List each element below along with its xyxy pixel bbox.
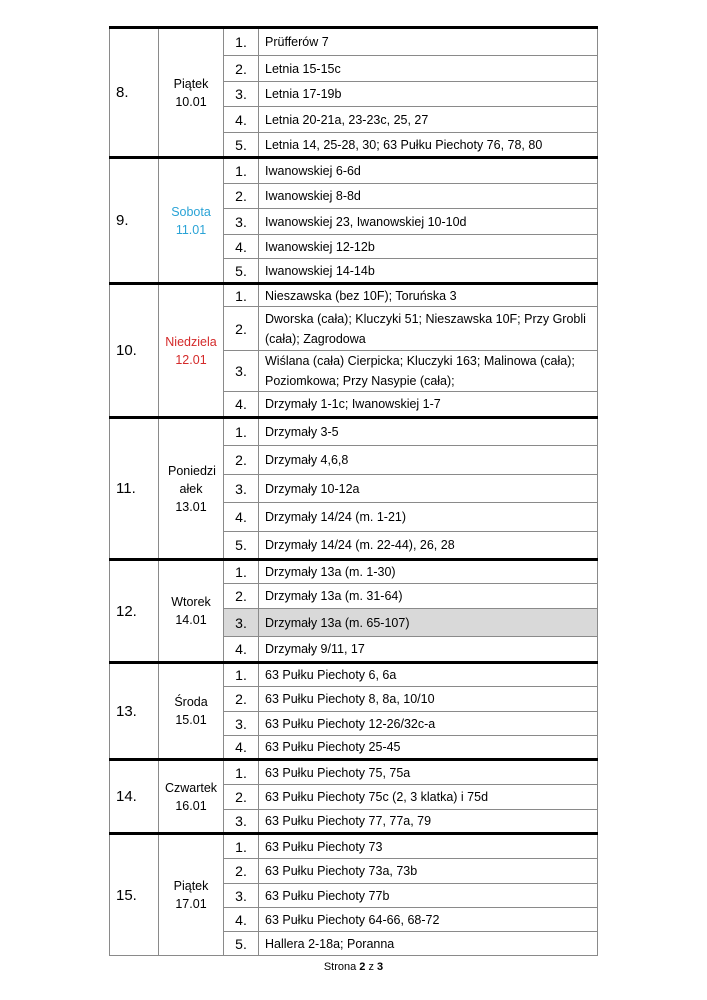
address-cell: 63 Pułku Piechoty 6, 6a	[259, 663, 598, 687]
address-cell: Drzymały 1-1c; Iwanowskiej 1-7	[259, 392, 598, 418]
address-cell: Drzymały 13a (m. 31-64)	[259, 584, 598, 609]
day-date: 11.01	[175, 222, 207, 237]
row-index: 1.	[224, 28, 259, 56]
row-index: 4.	[224, 736, 259, 760]
table-row	[110, 28, 598, 56]
address-cell: 63 Pułku Piechoty 77, 77a, 79	[259, 810, 598, 834]
row-index: 3.	[224, 82, 259, 107]
footer-page-number: 2	[359, 961, 366, 973]
address-cell: 63 Pułku Piechoty 75, 75a	[259, 760, 598, 785]
day-number: 9.	[110, 158, 159, 284]
day-date: 10.01	[175, 94, 207, 109]
address-cell: Drzymały 14/24 (m. 22-44), 26, 28	[259, 532, 598, 560]
row-index: 2.	[224, 446, 259, 475]
row-index: 5.	[224, 532, 259, 560]
day-label	[159, 663, 224, 760]
address-cell: Drzymały 13a (m. 1-30)	[259, 560, 598, 584]
day-number: 8.	[110, 28, 159, 158]
day-date: 12.01	[175, 352, 207, 367]
row-index: 4.	[224, 637, 259, 663]
address-cell: 63 Pułku Piechoty 64-66, 68-72	[259, 908, 598, 932]
address-cell: Prüfferów 7	[259, 28, 598, 56]
day-date: 16.01	[175, 798, 207, 813]
address-cell: Letnia 20-21a, 23-23c, 25, 27	[259, 107, 598, 133]
row-index: 1.	[224, 560, 259, 584]
row-index: 3.	[224, 810, 259, 834]
table-row	[110, 760, 598, 785]
row-index: 3.	[224, 351, 259, 392]
day-name: Sobota	[171, 204, 211, 219]
day-number: 11.	[110, 418, 159, 560]
day-date: 17.01	[175, 897, 207, 911]
day-name: Piątek	[173, 76, 209, 91]
footer-prefix: Strona	[323, 961, 357, 973]
row-index: 4.	[224, 392, 259, 418]
day-date: 13.01	[175, 499, 207, 514]
address-cell: 63 Pułku Piechoty 77b	[259, 884, 598, 908]
schedule-table	[109, 26, 598, 956]
row-index: 4.	[224, 107, 259, 133]
day-number: 13.	[110, 663, 159, 760]
day-label	[159, 560, 224, 663]
row-index: 2.	[224, 184, 259, 209]
day-name: Czwartek	[164, 780, 218, 795]
day-label	[159, 760, 224, 834]
day-number: 12.	[110, 560, 159, 663]
row-index: 2.	[224, 687, 259, 712]
day-name: Poniedzi ałek	[168, 463, 216, 496]
row-index: 2.	[224, 307, 259, 351]
table-row	[110, 834, 598, 859]
address-cell: Iwanowskiej 23, Iwanowskiej 10-10d	[259, 209, 598, 235]
row-index: 5.	[224, 932, 259, 956]
address-cell: Drzymały 3-5	[259, 418, 598, 446]
row-index: 1.	[224, 158, 259, 184]
day-label	[159, 28, 224, 158]
table-row	[110, 560, 598, 584]
row-index: 1.	[224, 663, 259, 687]
address-cell: Iwanowskiej 6-6d	[259, 158, 598, 184]
row-index: 4.	[224, 235, 259, 259]
row-index: 1.	[224, 834, 259, 859]
day-number: 10.	[110, 284, 159, 418]
row-index: 1.	[224, 760, 259, 785]
address-cell: 63 Pułku Piechoty 73a, 73b	[259, 859, 598, 884]
address-cell: Hallera 2-18a; Poranna	[259, 932, 598, 956]
address-cell: Drzymały 9/11, 17	[259, 637, 598, 663]
footer-separator: z	[368, 961, 374, 973]
address-cell: Letnia 17-19b	[259, 82, 598, 107]
row-index: 5.	[224, 133, 259, 158]
address-cell: 63 Pułku Piechoty 12-26/32c-a	[259, 712, 598, 736]
day-label	[159, 284, 224, 418]
day-label	[159, 834, 224, 956]
address-cell: Iwanowskiej 8-8d	[259, 184, 598, 209]
schedule-body	[110, 28, 598, 956]
day-date: 15.01	[175, 713, 207, 727]
table-row	[110, 158, 598, 184]
footer-page-total: 3	[377, 961, 384, 973]
table-row	[110, 663, 598, 687]
address-cell: Nieszawska (bez 10F); Toruńska 3	[259, 284, 598, 307]
address-cell: 63 Pułku Piechoty 73	[259, 834, 598, 859]
day-name: Środa	[174, 695, 208, 709]
row-index: 3.	[224, 712, 259, 736]
address-cell: 63 Pułku Piechoty 25-45	[259, 736, 598, 760]
page-footer	[0, 961, 707, 973]
row-index: 3.	[224, 475, 259, 503]
row-index: 3.	[224, 209, 259, 235]
row-index: 1.	[224, 284, 259, 307]
day-name: Niedziela	[165, 334, 217, 349]
address-cell: 63 Pułku Piechoty 8, 8a, 10/10	[259, 687, 598, 712]
address-cell: Drzymały 13a (m. 65-107)	[259, 609, 598, 637]
row-index: 3.	[224, 884, 259, 908]
address-cell: Wiślana (cała) Cierpicka; Kluczyki 163; Malinowa (cała); Poziomkowa; Przy Nasypie (cała);	[259, 351, 598, 392]
row-index: 2.	[224, 859, 259, 884]
table-row	[110, 284, 598, 307]
row-index: 2.	[224, 56, 259, 82]
row-index: 5.	[224, 259, 259, 284]
row-index: 4.	[224, 503, 259, 532]
address-cell: Letnia 15-15c	[259, 56, 598, 82]
day-label	[159, 418, 224, 560]
address-cell: Iwanowskiej 14-14b	[259, 259, 598, 284]
address-cell: Drzymały 10-12a	[259, 475, 598, 503]
row-index: 3.	[224, 609, 259, 637]
address-cell: Drzymały 4,6,8	[259, 446, 598, 475]
address-cell: Letnia 14, 25-28, 30; 63 Pułku Piechoty 76, 78, 80	[259, 133, 598, 158]
day-name: Wtorek	[171, 595, 211, 609]
day-date: 14.01	[175, 613, 207, 627]
address-cell: Drzymały 14/24 (m. 1-21)	[259, 503, 598, 532]
day-name: Piątek	[173, 879, 209, 893]
row-index: 2.	[224, 584, 259, 609]
table-row	[110, 418, 598, 446]
day-label	[159, 158, 224, 284]
day-number: 14.	[110, 760, 159, 834]
day-number: 15.	[110, 834, 159, 956]
row-index: 4.	[224, 908, 259, 932]
row-index: 2.	[224, 785, 259, 810]
address-cell: Iwanowskiej 12-12b	[259, 235, 598, 259]
address-cell: Dworska (cała); Kluczyki 51; Nieszawska 10F; Przy Grobli (cała); Zagrodowa	[259, 307, 598, 351]
row-index: 1.	[224, 418, 259, 446]
address-cell: 63 Pułku Piechoty 75c (2, 3 klatka) i 75d	[259, 785, 598, 810]
